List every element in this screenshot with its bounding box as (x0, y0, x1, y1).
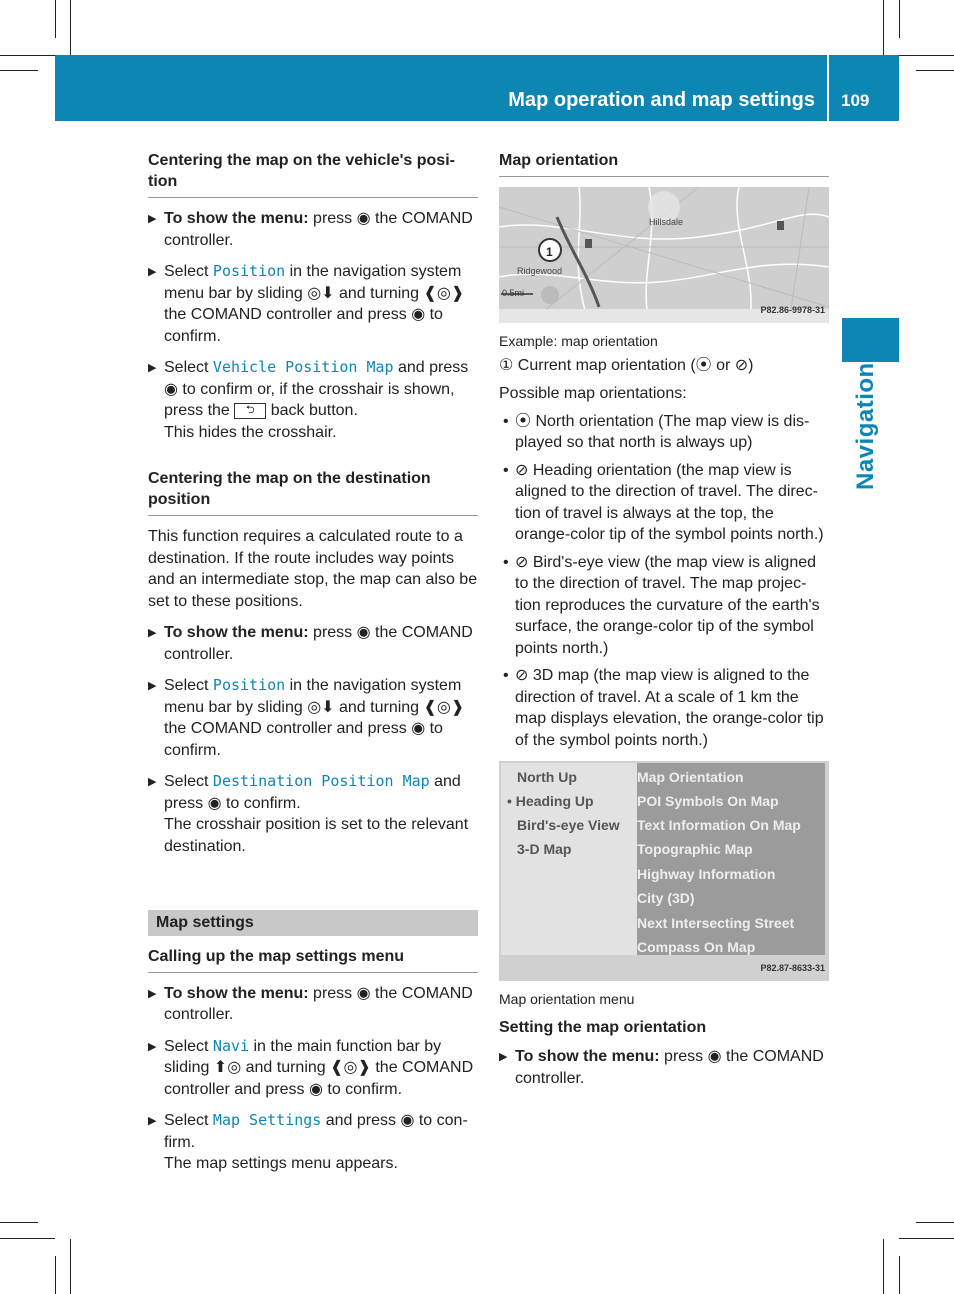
step-text: in the navigation system menu bar by sliding ◎⬇ and turning ❰◎❱ the COMAND controller and press ◉ to confirm. (164, 263, 465, 345)
instruction-step (148, 261, 478, 347)
arrow-icon: ▶ (148, 362, 157, 374)
crop-mark (70, 0, 71, 55)
step-text: and press ◉ to confirm or, if the crosshair is shown, press the (164, 359, 469, 419)
section-title: Centering the map on the destination position (148, 468, 478, 516)
step-text: back button. (266, 402, 358, 419)
page-number: 109 (841, 91, 870, 110)
step-bold: To show the menu: (164, 984, 309, 1002)
instruction-step (148, 771, 478, 857)
instruction-step (148, 675, 478, 761)
crop-mark (916, 70, 954, 71)
bullet-icon: • (503, 412, 509, 430)
arrow-icon: ▶ (148, 776, 157, 788)
step-text: press ◉ the COMAND controller. (164, 984, 473, 1023)
arrow-icon: ▶ (148, 987, 157, 1000)
step-bold: To show the menu: (164, 624, 309, 641)
bullet-item (499, 460, 829, 546)
header-divider (827, 55, 829, 121)
bullet-text: ⊘ 3D map (the map view is aligned to the direction of travel. At a scale of 1 km the map displays elevation, the orange-color tip of the symbol points north.) (515, 667, 824, 749)
menu-item: Text Information On Map (637, 817, 801, 833)
paragraph: This function requires a calculated route to a destination. If the route includes way points and an intermediate stop, the map can also be set to these positions. (148, 528, 478, 610)
side-tab (842, 318, 899, 362)
legend-item: ① Current map orientation (⦿ or ⊘) (499, 356, 754, 374)
menu-right-panel (637, 763, 825, 955)
crop-mark (0, 70, 38, 71)
bullet-text: ⦿ North orientation (The map view is dis-played so that north is always up) (515, 412, 810, 451)
section-title: Calling up the map settings menu (148, 946, 478, 973)
crop-mark (899, 0, 900, 38)
image-code: P82.86-9978-31 (760, 304, 825, 315)
step-text: in the navigation system menu bar by sliding ◎⬇ and turning ❰◎❱ the COMAND controller and press ◉ to confirm. (164, 677, 465, 759)
step-text: Select (164, 359, 213, 376)
instruction-step (499, 1046, 829, 1089)
menu-term: Vehicle Position Map (212, 358, 394, 376)
arrow-icon: ▶ (148, 627, 157, 639)
bullet-item (499, 665, 829, 751)
step-text: Select (164, 677, 213, 694)
crop-mark (899, 1238, 954, 1239)
step-text: and press ◉ to con-firm. (164, 1112, 468, 1151)
bullet-icon: • (503, 667, 509, 684)
bullet-item (499, 552, 829, 660)
crop-mark (55, 1256, 56, 1294)
step-text: The crosshair position is set to the relevant destination. (164, 816, 469, 855)
step-text: and press ◉ to confirm. (164, 773, 461, 812)
section-title: Centering the map on the vehicle's posi-tion (148, 150, 478, 198)
crop-mark (883, 1239, 884, 1294)
menu-term: Map Settings (212, 1111, 322, 1129)
image-caption: Example: map orientation (499, 333, 658, 349)
menu-item: City (3D) (637, 890, 695, 906)
menu-item: Compass On Map (637, 939, 756, 955)
step-text: This hides the crosshair. (164, 423, 337, 441)
step-text: Select (164, 263, 213, 280)
crop-mark (899, 55, 954, 56)
menu-item: POI Symbols On Map (637, 793, 779, 809)
instruction-step (148, 622, 478, 665)
crop-mark (0, 1222, 38, 1223)
image-code: P82.87-8633-31 (760, 962, 825, 973)
back-button-icon: ⮌ (234, 403, 266, 419)
instruction-step (148, 208, 478, 251)
bullet-icon: • (503, 461, 509, 479)
instruction-step (148, 357, 478, 443)
arrow-icon: ▶ (148, 680, 157, 692)
arrow-icon: ▶ (148, 266, 157, 278)
bullet-icon: • (503, 553, 509, 571)
map-image (499, 187, 829, 323)
crop-mark (0, 1238, 55, 1239)
map-scale-label: 0.5mi (502, 288, 525, 298)
step-bold: To show the menu: (515, 1048, 660, 1065)
image-caption: Map orientation menu (499, 991, 635, 1007)
side-tab-label: Navigation (852, 362, 879, 490)
instruction-step (148, 983, 478, 1026)
step-text: Select (164, 1112, 213, 1129)
instruction-step (148, 1110, 478, 1175)
menu-item: North Up (517, 769, 577, 785)
bullet-text: ⊘ Bird's-eye view (the map view is aligned to the direction of travel. The map projec-tion reproduces the curvature of the earth's surface, the orange-color tip of the symbol points north.) (515, 553, 820, 657)
instruction-step (148, 1036, 478, 1101)
map-place-label: Ridgewood (517, 266, 563, 276)
left-column (148, 150, 478, 1175)
menu-left-panel (501, 763, 637, 955)
right-column (499, 150, 829, 1089)
map-place-label: Hillsdale (649, 217, 684, 227)
menu-item: Bird's-eye View (517, 817, 620, 833)
shaded-section-title: Map settings (148, 910, 478, 936)
step-bold: To show the menu: (164, 210, 309, 227)
map-marker-label: 1 (546, 245, 553, 259)
header-title: Map operation and map settings (508, 89, 815, 111)
step-text: press ◉ the COMAND controller. (164, 210, 473, 249)
arrow-icon: ▶ (148, 1040, 157, 1053)
arrow-icon: ▶ (499, 1051, 508, 1063)
crop-mark (883, 0, 884, 55)
crop-mark (70, 1239, 71, 1294)
crop-mark (899, 1256, 900, 1294)
arrow-icon: ▶ (148, 1115, 157, 1127)
bullet-text: ⊘ Heading orientation (the map view is aligned to the direction of travel. The direc-tion of travel is always at the top, the orange-color tip of the symbol points north.) (515, 461, 824, 543)
step-text: press ◉ the COMAND controller. (164, 624, 473, 663)
menu-screenshot (499, 761, 829, 981)
crop-mark (55, 0, 56, 38)
menu-item: Next Intersecting Street (637, 915, 795, 931)
menu-term: Destination Position Map (212, 772, 430, 790)
paragraph: Possible map orientations: (499, 385, 687, 402)
menu-term: Position (212, 262, 286, 280)
menu-item: Highway Information (637, 866, 776, 882)
menu-item: 3-D Map (517, 841, 572, 857)
step-text: The map settings menu appears. (164, 1155, 398, 1172)
menu-term: Navi (212, 1036, 250, 1055)
menu-item: • Heading Up (507, 793, 594, 809)
section-title: Map orientation (499, 150, 829, 177)
step-text: Select (164, 1037, 213, 1055)
arrow-icon: ▶ (148, 213, 157, 225)
step-text: press ◉ the COMAND controller. (515, 1048, 824, 1087)
menu-item: Map Orientation (637, 769, 744, 785)
menu-term: Position (212, 676, 286, 694)
step-text: in the main function bar by sliding ⬆◎ and turning ❰◎❱ the COMAND controller and press ◉ to confirm. (164, 1037, 474, 1098)
step-text: Select (164, 773, 213, 790)
bullet-item (499, 411, 829, 454)
sub-heading: Setting the map orientation (499, 1018, 707, 1036)
page-header (55, 55, 899, 121)
crop-mark (0, 55, 55, 56)
menu-item: Topographic Map (637, 841, 753, 857)
crop-mark (916, 1222, 954, 1223)
